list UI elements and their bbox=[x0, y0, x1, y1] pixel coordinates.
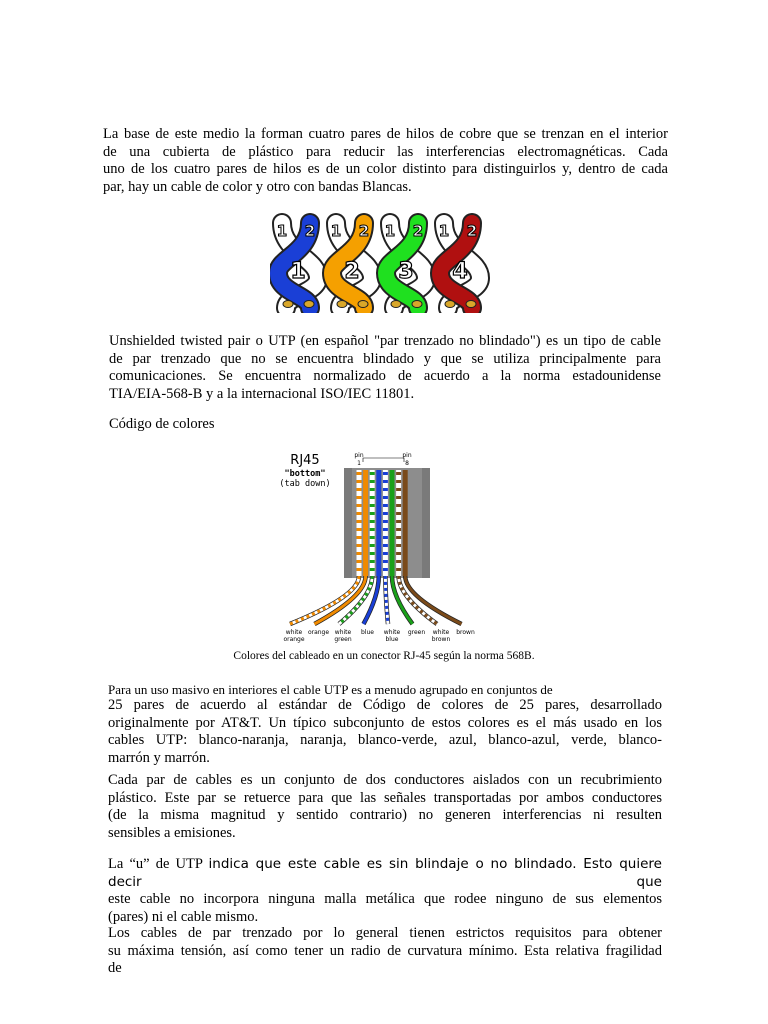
wire-stripe bbox=[370, 520, 375, 523]
twisted-pair-1 bbox=[277, 222, 318, 308]
wire-conductor bbox=[376, 470, 381, 576]
text-line: originalmente por AT&T. Un típico subconjunto de estos colores es el más usado en los bbox=[108, 714, 662, 731]
wire-stripe bbox=[370, 560, 375, 563]
wire-stripe bbox=[396, 480, 401, 483]
wire-stripe bbox=[383, 520, 388, 523]
unshielded-paragraph bbox=[108, 856, 662, 926]
wire-stripe bbox=[357, 568, 362, 571]
copper-end bbox=[337, 301, 347, 308]
fragility-paragraph bbox=[108, 925, 662, 978]
wire-stripe bbox=[396, 528, 401, 531]
pin-label: pin bbox=[354, 452, 364, 459]
wire-stripe bbox=[357, 536, 362, 539]
text-line: La base de este medio la forman cuatro pares de hilos de cobre que se trenzan en el interior bbox=[103, 126, 668, 142]
wire-stripe bbox=[357, 520, 362, 523]
wire-stripe bbox=[383, 488, 388, 491]
pair-paragraph bbox=[108, 772, 662, 842]
wire-stripe bbox=[357, 504, 362, 507]
wire-label: 2 bbox=[304, 222, 316, 240]
wire-stripe bbox=[396, 520, 401, 523]
twisted-pairs-figure bbox=[270, 213, 500, 313]
pair-number: 1 bbox=[290, 259, 306, 284]
wire-stripe bbox=[383, 544, 388, 547]
wire-stripe bbox=[370, 496, 375, 499]
text-line: cables UTP: blanco-naranja, naranja, blanco-verde, azul, blanco-azul, verde, blanco- bbox=[108, 732, 662, 749]
wire-stripe bbox=[396, 560, 401, 563]
wire-stripe bbox=[383, 512, 388, 515]
wire-lead bbox=[405, 576, 461, 624]
figure-caption: Colores del cableado en un conector RJ-45 según la norma 568B. bbox=[233, 650, 535, 662]
wire-label: white bbox=[285, 629, 303, 636]
text-line: marrón y marrón. bbox=[108, 749, 210, 766]
wire-stripe bbox=[383, 504, 388, 507]
text-line: sensibles a emisiones. bbox=[108, 824, 236, 841]
section-heading: Código de colores bbox=[109, 416, 215, 432]
wire-label: 2 bbox=[412, 222, 424, 240]
utp-paragraph bbox=[109, 333, 661, 403]
wire-stripe bbox=[396, 544, 401, 547]
wire-stripe bbox=[370, 552, 375, 555]
wire-conductor bbox=[363, 470, 368, 576]
wire-stripe bbox=[383, 496, 388, 499]
wire-conductor bbox=[390, 470, 395, 576]
text-line: uno de los cuatro pares de hilos es de un color distinto para distinguirlos y, dentro de cada bbox=[103, 161, 668, 178]
wire-stripe bbox=[383, 480, 388, 483]
wire-label: 2 bbox=[466, 222, 478, 240]
wire-label: blue bbox=[361, 629, 374, 636]
text-line: Para un uso masivo en interiores el cable UTP es a menudo agrupado en conjuntos de bbox=[108, 682, 553, 697]
twisted-pair-4 bbox=[439, 222, 480, 308]
wire-stripe bbox=[357, 528, 362, 531]
wire-stripe bbox=[370, 528, 375, 531]
text-segment: La “u” de UTP bbox=[108, 856, 209, 872]
wire-label: 1 bbox=[276, 222, 288, 240]
wire-stripe bbox=[357, 480, 362, 483]
wire-stripe bbox=[370, 512, 375, 515]
wire-stripe bbox=[357, 496, 362, 499]
twisted-pair-3 bbox=[385, 222, 426, 308]
wire-stripe bbox=[357, 552, 362, 555]
wire-stripe bbox=[357, 472, 362, 475]
wire-stripe bbox=[370, 472, 375, 475]
wire-lead-outline bbox=[405, 576, 461, 624]
rj45-title: RJ45 bbox=[290, 453, 320, 468]
wire-label: blue bbox=[385, 636, 399, 643]
text-line bbox=[108, 856, 662, 891]
text-line: 25 pares de acuerdo al estándar de Código de colores de 25 pares, desarrollado bbox=[108, 697, 662, 713]
wire-lead-stripe bbox=[399, 576, 437, 624]
pair-number: 2 bbox=[344, 259, 360, 284]
text-line: plástico. Este par se retuerce para que las señales transportadas por ambos conductores bbox=[108, 789, 662, 806]
pair-number: 3 bbox=[398, 259, 414, 284]
text-line: par, hay un cable de color y otro con bandas Blancas. bbox=[103, 178, 412, 195]
wire-label: brown bbox=[431, 636, 451, 643]
text-line: de par trenzado que no se encuentra blindado y que se utiliza principalmente para bbox=[109, 350, 661, 367]
rj45-subtitle: (tab down) bbox=[279, 479, 331, 489]
wire-stripe bbox=[370, 544, 375, 547]
text-line: Los cables de par trenzado por lo general tienen estrictos requisitos para obtener bbox=[108, 925, 662, 941]
intro-paragraph bbox=[103, 126, 668, 196]
wire-stripe bbox=[383, 528, 388, 531]
text-line: Unshielded twisted pair o UTP (en español "par trenzado no blindado") es un tipo de cable bbox=[109, 333, 661, 349]
pin-label: pin bbox=[402, 452, 412, 459]
wire-label: orange bbox=[307, 629, 330, 636]
wire-stripe bbox=[370, 488, 375, 491]
text-line: Cada par de cables es un conjunto de dos conductores aislados con un recubrimiento bbox=[108, 772, 662, 788]
copper-end bbox=[304, 301, 314, 308]
wire-label: 2 bbox=[358, 222, 370, 240]
copper-end bbox=[412, 301, 422, 308]
copper-end bbox=[358, 301, 368, 308]
wire-stripe bbox=[396, 512, 401, 515]
wire-stripe bbox=[396, 568, 401, 571]
wire-stripe bbox=[396, 488, 401, 491]
wire-stripe bbox=[396, 552, 401, 555]
text-line: (de la misma magnitud y sentido contrario) no generen interferencias ni resulten bbox=[108, 807, 662, 824]
text-line: de bbox=[108, 960, 122, 977]
wire-stripe bbox=[357, 488, 362, 491]
text-line: su máxima tensión, así como tener un radio de curvatura mínimo. Esta relativa fragilidad bbox=[108, 942, 662, 959]
copper-end bbox=[445, 301, 455, 308]
wire-stripe bbox=[370, 536, 375, 539]
text-line: comunicaciones. Se encuentra normalizado de acuerdo a la norma estadounidense bbox=[109, 368, 661, 385]
wire-label: green bbox=[407, 629, 426, 636]
copper-end bbox=[391, 301, 401, 308]
wire-stripe bbox=[383, 560, 388, 563]
wire-label: orange bbox=[283, 636, 305, 643]
text-segment: indica que este cable es sin blindaje o no blindado. Esto quiere decir que bbox=[108, 856, 662, 890]
rj45-diagram bbox=[270, 446, 500, 646]
wire-stripe bbox=[396, 472, 401, 475]
wire-label: brown bbox=[456, 629, 475, 636]
wire-label: green bbox=[334, 636, 352, 643]
pin-bracket bbox=[363, 458, 404, 462]
wire-stripe bbox=[396, 496, 401, 499]
wire-stripe bbox=[357, 512, 362, 515]
wire-label: white bbox=[383, 629, 401, 636]
copper-end bbox=[283, 301, 293, 308]
text-line: este cable no incorpora ninguna malla metálica que rodee ninguno de sus elementos bbox=[108, 891, 662, 908]
pin-number: 8 bbox=[405, 460, 409, 467]
wire-label: 1 bbox=[438, 222, 450, 240]
wire-label: 1 bbox=[384, 222, 396, 240]
wire-stripe bbox=[396, 536, 401, 539]
wire-lead-outline bbox=[399, 576, 437, 624]
text-line: de una cubierta de plástico para reducir las interferencias electromagnéticas. Cada bbox=[103, 143, 668, 160]
wire-stripe bbox=[383, 568, 388, 571]
wire-stripe bbox=[383, 536, 388, 539]
text-line: (pares) ni el cable mismo. bbox=[108, 908, 259, 925]
wire-label: white bbox=[432, 629, 450, 636]
wire-stripe bbox=[370, 504, 375, 507]
text-line: TIA/EIA-568-B y a la internacional ISO/IEC 11801. bbox=[109, 385, 415, 402]
wire-stripe bbox=[383, 472, 388, 475]
copper-end bbox=[466, 301, 476, 308]
pair-number: 4 bbox=[452, 259, 468, 284]
wire-stripe bbox=[357, 544, 362, 547]
color-code-paragraph bbox=[108, 697, 662, 767]
twisted-pair-2 bbox=[331, 222, 372, 308]
wire-stripe bbox=[383, 552, 388, 555]
wire-stripe bbox=[370, 568, 375, 571]
wire-label: 1 bbox=[330, 222, 342, 240]
wire-stripe bbox=[396, 504, 401, 507]
rj45-subtitle: "bottom" bbox=[284, 469, 326, 479]
wire-conductor bbox=[403, 470, 408, 576]
wire-label: white bbox=[334, 629, 352, 636]
wire-stripe bbox=[370, 480, 375, 483]
wire-lead bbox=[399, 576, 437, 624]
wire-stripe bbox=[357, 560, 362, 563]
pin-number: 1 bbox=[357, 460, 361, 467]
